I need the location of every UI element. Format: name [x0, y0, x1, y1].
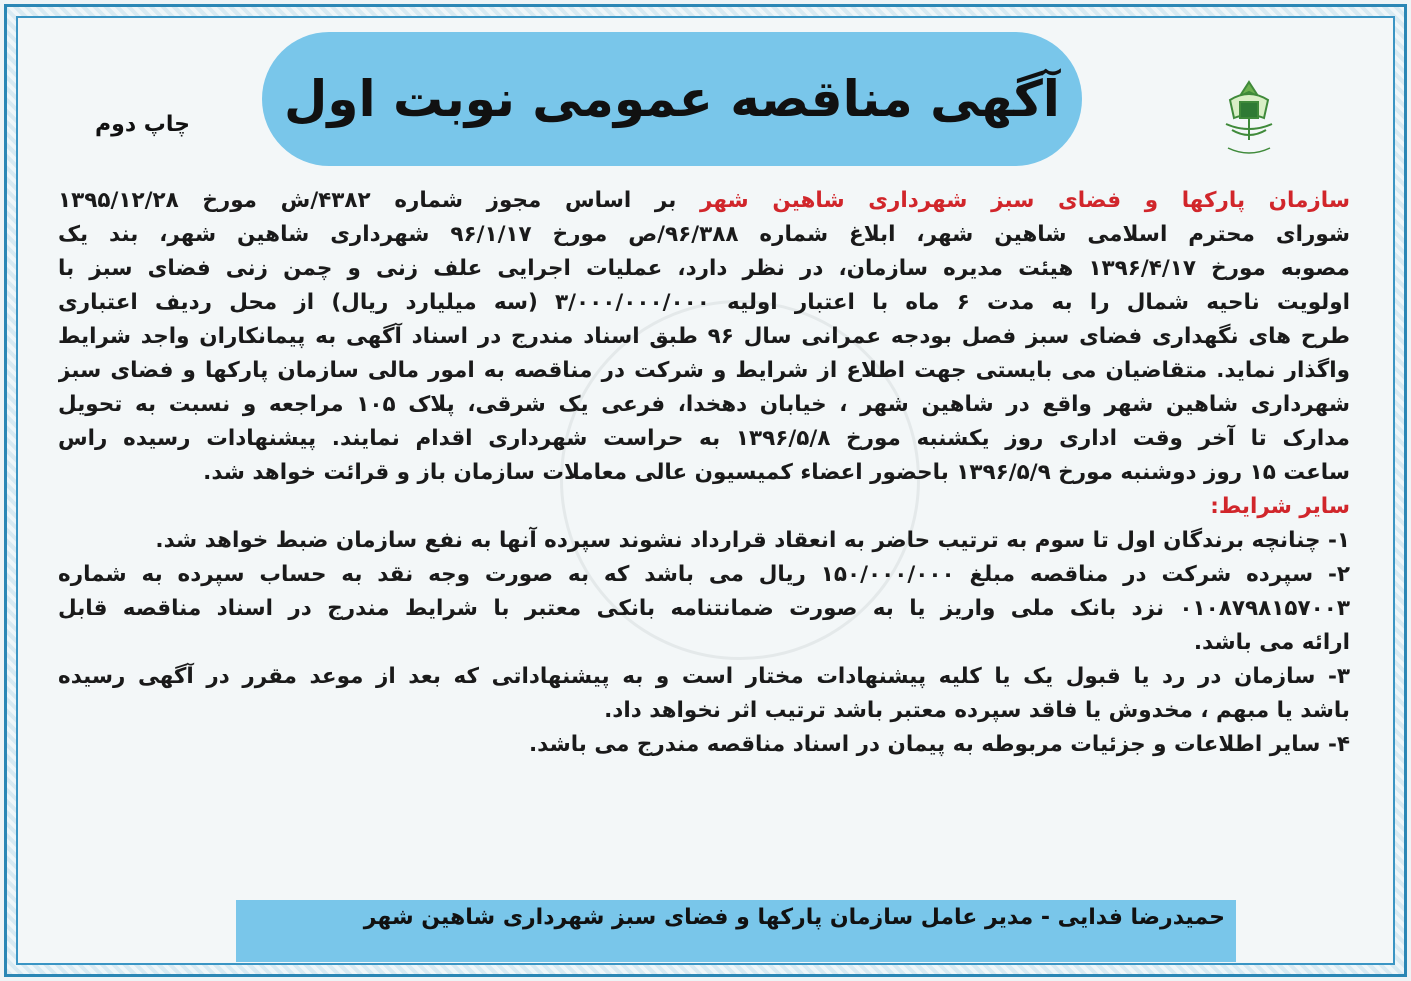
body-line — [58, 422, 1350, 456]
body-line-text: طرح های نگهداری فضای سبز فصل بودجه عمرانی سال ۹۶ طبق اسناد مندرج در اسناد آگهی به پیمانکاران واجد شرایط — [58, 324, 1350, 349]
body-line — [58, 354, 1350, 388]
signature-line: حمیدرضا فدایی - مدیر عامل سازمان پارکها و فضای سبز شهرداری شاهین شهر — [363, 905, 1225, 930]
body-line — [58, 184, 1350, 218]
municipality-logo-icon — [1218, 78, 1280, 164]
edition-label: چاپ دوم — [95, 112, 190, 137]
title-banner — [262, 32, 1082, 166]
body-line — [58, 218, 1350, 252]
body-line — [58, 286, 1350, 320]
condition-line: ۰۱۰۸۷۹۸۱۵۷۰۰۳ نزد بانک ملی واریز یا به صورت ضمانتنامه بانکی معتبر با شرایط مندرج در اسناد مناقصه قابل — [58, 596, 1350, 621]
body-line-text: شورای محترم اسلامی شاهین شهر، ابلاغ شماره ۹۶/۳۸۸/ص مورخ ۹۶/۱/۱۷ شهرداری شاهین شهر، بند یک — [58, 222, 1350, 247]
condition-line: ۱- چنانچه برندگان اول تا سوم به ترتیب حاضر به انعقاد قرارداد نشوند سپرده آنها به نفع سازمان ضبط خواهد شد. — [155, 528, 1350, 553]
body-line-text: ساعت ۱۵ روز دوشنبه مورخ ۱۳۹۶/۵/۹ باحضور اعضاء کمیسیون عالی معاملات سازمان باز و قرائت خواهد شد. — [203, 460, 1350, 485]
notice-body — [58, 184, 1350, 864]
organization-name: سازمان پارکها و فضای سبز شهرداری شاهین شهر — [699, 188, 1350, 213]
condition-line: باشد یا مبهم ، مخدوش یا فاقد سپرده معتبر باشد ترتیب اثر نخواهد داد. — [604, 698, 1350, 723]
condition-line: ۲- سپرده شرکت در مناقصه مبلغ ۱۵۰/۰۰۰/۰۰۰ ریال می باشد که به صورت وجه نقد به حساب سپرده به شماره — [58, 562, 1350, 587]
body-line — [58, 252, 1350, 286]
body-line — [58, 456, 1350, 490]
body-line — [58, 320, 1350, 354]
conditions-list — [58, 524, 1350, 762]
notice-title: آگهی مناقصه عمومی نوبت اول — [284, 70, 1060, 128]
body-line-text: واگذار نماید. متقاضیان می بایستی جهت اطلاع از شرایط و شرکت در مناقصه به امور مالی سازمان پارکها و فضای سبز — [58, 358, 1350, 383]
body-line — [58, 388, 1350, 422]
body-line-text: اولویت ناحیه شمال را به مدت ۶ ماه با اعتبار اولیه ۳/۰۰۰/۰۰۰/۰۰۰ (سه میلیارد ریال) از محل ردیف اعتباری — [58, 290, 1350, 315]
conditions-heading: سایر شرایط: — [1210, 494, 1350, 519]
condition-line: ۴- سایر اطلاعات و جزئیات مربوطه به پیمان در اسناد مناقصه مندرج می باشد. — [528, 732, 1350, 757]
condition-line: ارائه می باشد. — [1193, 630, 1350, 655]
body-line-text: مصوبه مورخ ۱۳۹۶/۴/۱۷ هیئت مدیره سازمان، در نظر دارد، عملیات اجرایی علف زنی و چمن زنی فضای سبز با — [58, 256, 1350, 281]
intro-paragraph — [58, 184, 1350, 490]
body-line-text: شهرداری شاهین شهر واقع در شاهین شهر ، خیابان دهخدا، فرعی یک شرقی، پلاک ۱۰۵ مراجعه و نسبت به تحویل — [58, 392, 1350, 417]
body-line-text: مدارک تا آخر وقت اداری روز یکشنبه مورخ ۱۳۹۶/۵/۸ به حراست شهرداری اقدام نمایند. پیشنهادات رسیده راس — [58, 426, 1350, 451]
condition-line: ۳- سازمان در رد یا قبول یک یا کلیه پیشنهادات مختار است و به پیشنهاداتی که بعد از موعد مقرر در آگهی رسیده — [58, 664, 1350, 689]
body-line-text: بر اساس مجوز شماره ۴۳۸۲/ش مورخ ۱۳۹۵/۱۲/۲۸ — [58, 188, 700, 213]
